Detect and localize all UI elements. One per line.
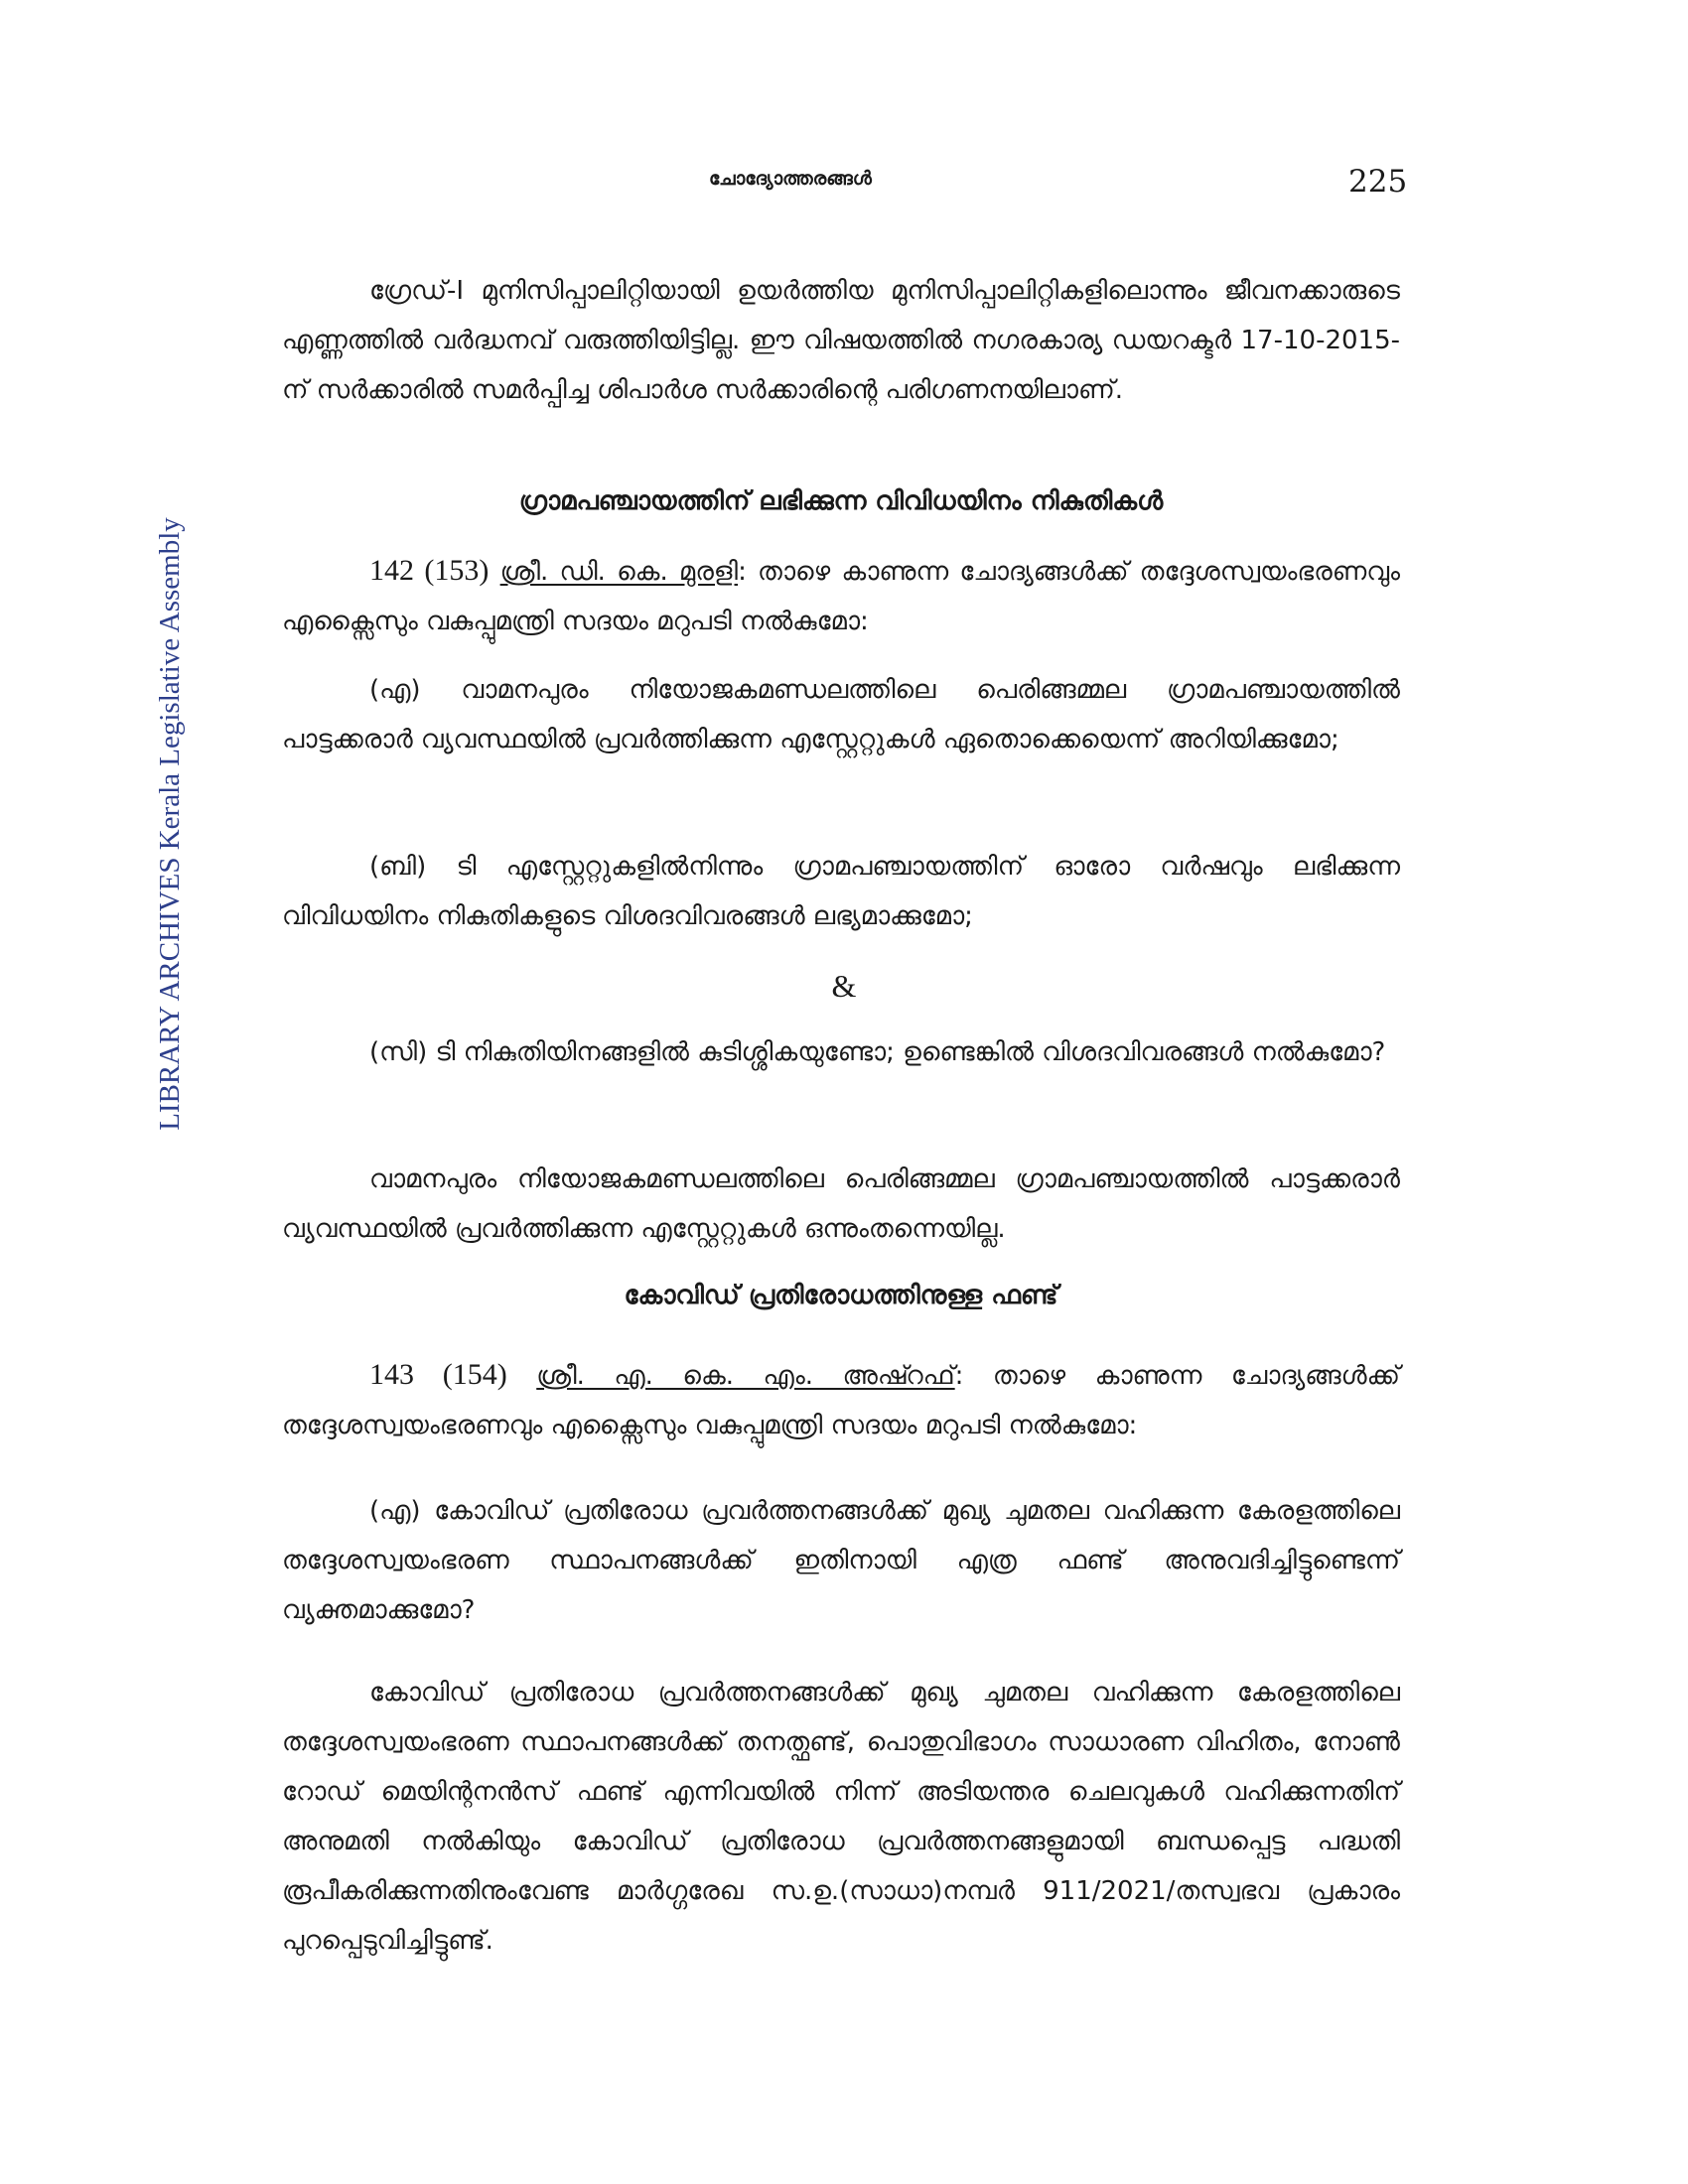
- q143-answer: [282, 1668, 1400, 1966]
- q143-answer-text: കോവിഡ് പ്രതിരോധ പ്രവർത്തനങ്ങൾക്ക് മുഖ്യ ചുമതല വഹിക്കുന്ന കേരളത്തിലെ തദ്ദേശസ്വയംഭരണ സ്ഥാപനങ്ങൾക്ക് തനത്ഫണ്ട്, പൊതുവിഭാഗം സാധാരണ വിഹിതം, നോൺ റോഡ് മെയിന്റനൻസ് ഫണ്ട് എന്നിവയിൽ നിന്ന് അടിയന്തര ചെലവുകൾ വഹിക്കുന്നതിന് അനുമതി നൽകിയും കോവിഡ് പ്രതിരോധ പ്രവർത്തനങ്ങളുമായി ബന്ധപ്പെട്ട പദ്ധതി രൂപീകരിക്കുന്നതിനുംവേണ്ട മാർഗ്ഗരേഖ സ.ഉ.(സാധാ)നമ്പർ 911/2021/തസ്വഭവ പ്രകാരം പുറപ്പെടുവിച്ചിട്ടുണ്ട്.: [282, 1678, 1400, 1956]
- q142-heading: ഗ്രാമപഞ്ചായത്തിന് ലഭിക്കുന്ന വിവിധയിനം നികുതികൾ: [518, 486, 1164, 516]
- ampersand: &: [831, 968, 857, 1004]
- q142-part-c: [282, 1027, 1400, 1077]
- q143-question-intro: [282, 1350, 1400, 1450]
- q143-member-name: ശ്രീ. എ. കെ. എം. അഷ്റഫ്: [536, 1361, 955, 1391]
- q143-part-a: [282, 1486, 1400, 1635]
- q142-part-b: [282, 842, 1400, 941]
- running-head: [0, 164, 1688, 204]
- q143-heading: കോവിഡ് പ്രതിരോധത്തിനുള്ള ഫണ്ട്: [624, 1281, 1058, 1310]
- intro-paragraph: [282, 266, 1400, 415]
- library-archives-stamp: LIBRARY ARCHIVES Kerala Legislative Assembly: [154, 517, 186, 1131]
- running-title: ചോദ്യോത്തരങ്ങൾ: [709, 168, 872, 190]
- q142-answer: [282, 1155, 1400, 1254]
- q142-part-c-text: (സി) ടി നികുതിയിനങ്ങളിൽ കുടിശ്ശികയുണ്ടോ; ഉണ്ടെങ്കിൽ വിശദവിവരങ്ങൾ നൽകുമോ?: [369, 1037, 1386, 1067]
- q142-part-a: [282, 665, 1400, 764]
- q143-number: 143 (154): [369, 1358, 507, 1391]
- intro-text: ഗ്രേഡ്-I മുനിസിപ്പാലിറ്റിയായി ഉയർത്തിയ മുനിസിപ്പാലിറ്റികളിലൊന്നും ജീവനക്കാരുടെ എണ്ണത്തിൽ വർദ്ധനവ് വരുത്തിയിട്ടില്ല. ഈ വിഷയത്തിൽ നഗരകാര്യ ഡയറക്ടർ 17-10-2015-ന് സർക്കാരിൽ സമർപ്പിച്ച ശിപാർശ സർക്കാരിന്റെ പരിഗണനയിലാണ്.: [282, 276, 1400, 405]
- q142-number: 142 (153): [369, 554, 490, 587]
- q142-part-a-text: (എ) വാമനപുരം നിയോജകമണ്ഡലത്തിലെ പെരിങ്ങമ്മല ഗ്രാമപഞ്ചായത്തിൽ പാട്ടക്കരാർ വ്യവസ്ഥയിൽ പ്രവർത്തിക്കുന്ന എസ്റ്റേറ്റുകൾ ഏതൊക്കെയെന്ന് അറിയിക്കുമോ;: [282, 675, 1400, 754]
- q143-part-a-text: (എ) കോവിഡ് പ്രതിരോധ പ്രവർത്തനങ്ങൾക്ക് മുഖ്യ ചുമതല വഹിക്കുന്ന കേരളത്തിലെ തദ്ദേശസ്വയംഭരണ സ്ഥാപനങ്ങൾക്ക് ഇതിനായി എത്ര ഫണ്ട് അനുവദിച്ചിട്ടുണ്ടെന്ന് വ്യക്തമാക്കുമോ?: [282, 1496, 1400, 1625]
- q142-member-name: ശ്രീ. ഡി. കെ. മുരളി: [499, 557, 739, 587]
- q142-part-b-text: (ബി) ടി എസ്റ്റേറ്റുകളിൽനിന്നും ഗ്രാമപഞ്ചായത്തിന് ഓരോ വർഷവും ലഭിക്കുന്ന വിവിധയിനം നികുതികളുടെ വിശദവിവരങ്ങൾ ലഭ്യമാക്കുമോ;: [282, 852, 1400, 931]
- q143-intro-text: : താഴെ കാണുന്ന ചോദ്യങ്ങൾക്ക് തദ്ദേശസ്വയംഭരണവും എക്സൈസും വകുപ്പുമന്ത്രി സദയം മറുപടി നൽകുമോ:: [282, 1361, 1400, 1440]
- q142-intro-text: : താഴെ കാണുന്ന ചോദ്യങ്ങൾക്ക് തദ്ദേശസ്വയംഭരണവും എക്സൈസും വകുപ്പുമന്ത്രി സദയം മറുപടി നൽകുമോ:: [282, 557, 1400, 636]
- page-number: 225: [1348, 164, 1408, 200]
- q142-answer-text: വാമനപുരം നിയോജകമണ്ഡലത്തിലെ പെരിങ്ങമ്മല ഗ്രാമപഞ്ചായത്തിൽ പാട്ടക്കരാർ വ്യവസ്ഥയിൽ പ്രവർത്തിക്കുന്ന എസ്റ്റേറ്റുകൾ ഒന്നുംതന്നെയില്ല.: [282, 1164, 1400, 1244]
- q142-question-intro: [282, 546, 1400, 646]
